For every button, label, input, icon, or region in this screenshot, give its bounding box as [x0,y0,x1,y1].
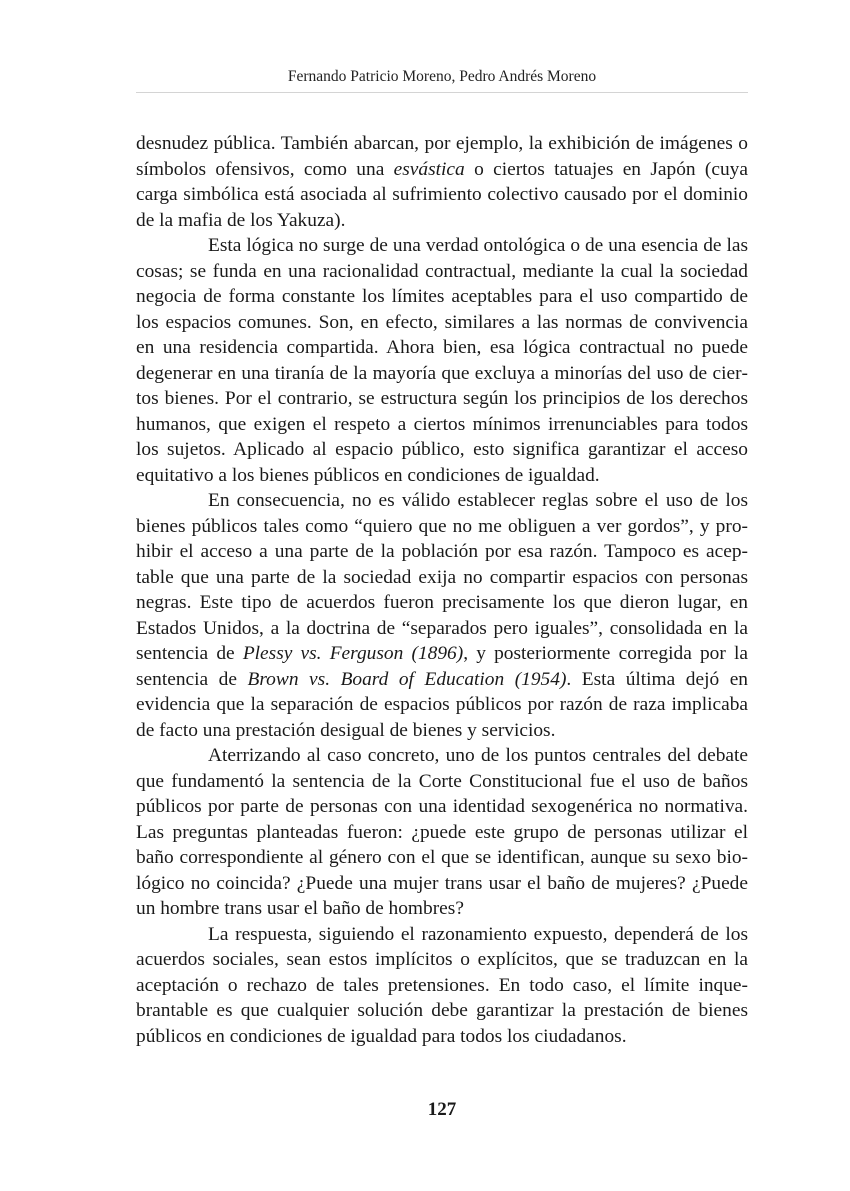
header-divider [136,92,748,93]
italic-text: Brown vs. Board of Education (1954) [247,668,567,690]
paragraph-text: La respuesta, siguiendo el razonamiento expuesto, dependerá de los acuerdos sociales, sean estos implícitos o explícitos, que se traduzcan en la aceptación o rechazo de tales pretensiones. En todo caso, el límite inquebrantable es que cualquier solución debe garantizar la prestación de bienes públicos en condiciones de igualdad para todos los ciudadanos. [136,923,748,1047]
body-text [136,131,748,1049]
paragraph [136,233,748,488]
running-header: Fernando Patricio Moreno, Pedro Andrés Moreno [287,68,597,85]
paragraph-text: Esta lógica no surge de una verdad ontológica o de una esencia de las cosas; se funda en una racionalidad contractual, mediante la cual la sociedad negocia de forma constante los límites aceptables para el uso compartido de los espacios comunes. Son, en efecto, similares a las normas de convivencia en una residencia compartida. Ahora bien, esa lógica contractual no puede degenerar en una tiranía de la mayoría que excluya a minorías del uso de ciertos bienes. Por el contrario, se estructura según los principios de los derechos humanos, que exigen el respeto a ciertos mínimos irrenunciables para todos los sujetos. Aplicado al espacio público, esto significa garantizar el acceso equitativo a los bienes públicos en condiciones de igualdad. [136,235,748,486]
paragraph-text: o ciertos tatuajes en Japón (cuya carga simbólica está asociada al sufrimiento colectivo causado por el dominio de la mafia de los Yakuza). [136,158,748,231]
paragraph [136,743,748,922]
italic-text: Plessy vs. Ferguson (1896) [242,643,464,664]
paragraph [136,922,748,1050]
paragraph-text: Aterrizando al caso concreto, uno de los puntos centrales del debate que fundamentó la sentencia de la Corte Constitucional fue el uso de baños públicos por parte de personas con una identidad sexogenérica no normativa. Las preguntas planteadas fueron: ¿puede este grupo de personas utilizar el baño correspondiente al género con el que se identifican, aunque su sexo biológico no coincida? ¿Puede una mujer trans usar el baño de mujeres? ¿Puede un hombre trans usar el baño de hombres? [136,745,748,919]
paragraph-text: , y posteriormente corregida por la sentencia de [136,643,749,690]
paragraph [136,488,748,743]
paragraph-text: desnudez pública. También abarcan, por ejemplo, la exhibición de imágenes o símbolos ofensivos, como una [136,133,748,180]
paragraph-text: . Esta última dejó en evidencia que la separación de espacios públicos por razón de raza implicaba de facto una prestación desigual de bienes y servicios. [136,668,748,741]
paragraph-text: En consecuencia, no es válido establecer reglas sobre el uso de los bienes públicos tales como “quiero que no me obliguen a ver gordos”, y prohibir el acceso a una parte de la población por esa razón. Tampoco es aceptable que una parte de la sociedad exija no compartir espacios con personas negras. Este tipo de acuerdos fueron precisamente los que dieron lugar, en Estados Unidos, a la doctrina de “separados pero iguales”, consolidada en la sentencia de [136,490,748,664]
paragraph [136,131,748,233]
page-number: 127 [427,1099,457,1120]
italic-text: esvástica [393,158,465,180]
